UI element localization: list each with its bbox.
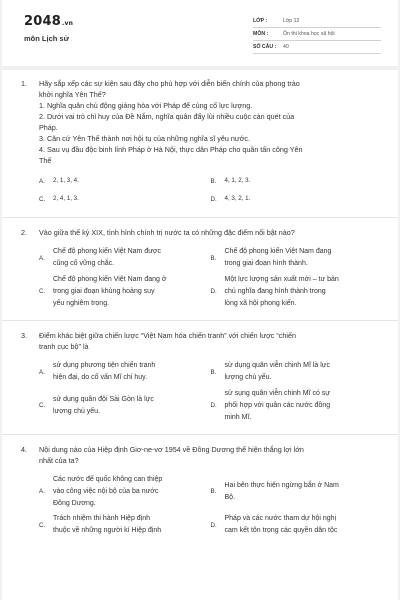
option-text-line: sử sụng quân viễn chinh Mĩ có sự [224, 389, 330, 397]
option-letter: D. [210, 521, 217, 529]
option-letter: D. [210, 195, 217, 203]
exam-sheet [2, 0, 398, 600]
exam-header [2, 0, 398, 64]
question-number: 1. [21, 79, 27, 88]
option-text-line: minh Mĩ. [224, 413, 252, 421]
option-text [53, 193, 79, 205]
question-text-line: 1. Nghĩa quân chủ động giảng hòa với Pháp để củng cố lực lượng. [39, 101, 253, 110]
meta-key: SỐ CÂU : [253, 44, 277, 50]
question-separator [2, 434, 398, 435]
option-text [53, 175, 79, 187]
question-1 [2, 78, 398, 208]
meta-row-subject [253, 28, 381, 41]
exam-meta-table [253, 15, 381, 54]
question-2 [2, 227, 398, 311]
option-letter: B. [210, 368, 217, 376]
answer-option-b[interactable] [211, 172, 383, 190]
answer-options [21, 358, 382, 425]
option-letter: A. [39, 254, 45, 262]
question-text-line: tranh cục bộ” là [39, 342, 89, 351]
option-text [225, 274, 339, 310]
option-text-line: Hai bên thực hiện ngừng bắn ở Nam [224, 481, 339, 489]
option-text-line: cam kết tôn trọng các quyền dân tộc [224, 527, 338, 534]
answer-option-b[interactable] [211, 358, 383, 386]
option-letter: C. [39, 521, 46, 529]
question-separator [2, 320, 398, 321]
option-text-line: Các nước đế quốc không can thiệp [53, 475, 163, 483]
option-text [53, 513, 161, 537]
option-text [225, 360, 331, 384]
option-text-line: Một lực lượng sản xuất mới – tư bản [224, 275, 339, 283]
option-text-line: Pháp và các nước tham dự hội nghị [224, 515, 337, 522]
option-text [225, 246, 332, 270]
question-stem [21, 227, 382, 238]
option-text [53, 360, 155, 384]
question-number: 4. [21, 445, 27, 454]
option-text-line: trong giai đoạn khủng hoảng suy [53, 287, 155, 295]
option-letter: A. [39, 177, 45, 185]
question-stem [21, 330, 382, 352]
question-text-line: 2. Dưới vai trò chỉ huy của Đề Nắm, nghĩa quân đẩy lùi nhiều cuộc càn quét của [39, 112, 295, 121]
question-text-line: nhất của ta? [39, 456, 79, 465]
question-list [2, 78, 398, 539]
option-text-line: trong giai đoạn hình thành. [224, 260, 308, 267]
option-letter: B. [210, 177, 217, 185]
answer-option-a[interactable] [39, 358, 211, 386]
question-text-line: 3. Căn cứ Yên Thế thành nơi hội tụ của những nghĩa sĩ yêu nước. [39, 134, 251, 143]
option-text [225, 388, 331, 424]
site-logo[interactable]: 2048.vn [24, 14, 74, 29]
question-3 [2, 330, 398, 425]
option-text [225, 175, 251, 187]
option-letter: D. [210, 402, 217, 409]
question-4 [2, 444, 398, 539]
subject-title: môn Lịch sử [24, 34, 70, 43]
question-number: 2. [21, 228, 27, 237]
option-text-line: Chế độ phong kiến Việt Nam đang ở [53, 275, 167, 283]
answer-option-d[interactable] [211, 511, 383, 539]
option-letter: A. [39, 368, 45, 376]
answer-options-grid [39, 244, 382, 311]
option-text [53, 274, 166, 310]
answer-option-c[interactable] [39, 190, 211, 208]
answer-options-grid [39, 172, 382, 208]
option-text-line: sử dụng quân viễn chinh Mĩ là lực [224, 362, 330, 369]
header-divider [2, 66, 398, 70]
option-text-line: lòng xã hội phong kiến. [224, 299, 297, 307]
question-text-line: khởi nghĩa Yên Thế? [39, 90, 106, 99]
question-text [39, 78, 382, 166]
option-text-line: 4, 1, 2, 3. [224, 177, 251, 184]
option-text-line: vào công việc nội bộ của ba nước [53, 487, 159, 495]
answer-options-grid [39, 358, 382, 425]
answer-option-d[interactable] [211, 386, 383, 425]
option-text [53, 474, 162, 510]
option-letter: C. [39, 402, 46, 409]
option-text-line: lượng chủ yếu. [224, 374, 272, 381]
question-text-line: 4. Sau vụ đầu độc binh lính Pháp ở Hà Nội, thực dân Pháp cho quân tấn công Yên [39, 145, 303, 154]
meta-value: 40 [283, 44, 289, 50]
option-letter: D. [210, 288, 217, 295]
option-text [225, 513, 338, 537]
meta-key: LỚP : [253, 18, 268, 24]
option-text-line: Chế độ phong kiến Việt Nam đang [224, 248, 332, 255]
answer-option-d[interactable] [211, 190, 383, 208]
question-stem [21, 78, 382, 166]
answer-option-a[interactable] [39, 472, 211, 511]
question-separator [2, 217, 398, 218]
answer-options [21, 244, 382, 311]
option-text-line: Chế độ phong kiến Việt Nam được [53, 248, 161, 255]
option-text-line: sử dụng phương tiện chiến tranh [53, 362, 156, 369]
option-text-line: Đông Dương. [53, 499, 96, 507]
option-text-line: 2, 4, 1, 3. [53, 195, 79, 202]
question-text-line: Thế [39, 156, 52, 165]
meta-value: Ôn thi khoa học xã hội [283, 31, 335, 37]
option-text [53, 394, 154, 418]
answer-option-c[interactable] [39, 511, 211, 539]
answer-option-a[interactable] [39, 172, 211, 190]
option-letter: B. [210, 254, 217, 262]
option-text-line: cũng cố vững chắc. [53, 260, 115, 267]
question-text [39, 444, 382, 466]
option-text-line: Bộ. [224, 493, 236, 501]
option-text-line: thuộc về những người kí Hiệp định [53, 527, 162, 534]
answer-option-b[interactable] [211, 244, 383, 272]
answer-option-c[interactable] [39, 272, 211, 311]
meta-row-class [253, 15, 381, 28]
option-text-line: yếu nghiêm trọng. [53, 299, 110, 307]
meta-value: Lớp 12 [283, 18, 300, 24]
question-text-line: Hãy sắp xếp các sự kiện sau đây cho phù hợp với diễn biến chính của phong trào [39, 79, 300, 88]
option-text-line: phối hợp với quân các nước đồng [224, 401, 331, 409]
meta-row-count [253, 41, 381, 54]
option-text-line: 2, 1, 3, 4. [53, 177, 79, 184]
option-text-line: 4, 3, 2, 1. [224, 195, 251, 202]
answer-option-a[interactable] [39, 244, 211, 272]
question-text [39, 330, 382, 352]
answer-options-grid [39, 472, 382, 539]
option-text [53, 246, 161, 270]
option-letter: C. [39, 195, 46, 203]
option-text [225, 480, 339, 504]
option-text-line: chủ nghĩa đang hình thành trong [224, 287, 326, 295]
question-text-line: Nội dung nào của Hiệp định Giơ-ne-vơ 1954 về Đông Dương thể hiện thắng lợi lớn [39, 445, 304, 454]
option-text-line: hiện đại, do cố vấn Mĩ chỉ huy. [53, 374, 148, 381]
question-text-line: Vào giữa thế kỷ XIX, tình hình chính trị nước ta có những đặc điểm nổi bật nào? [39, 228, 295, 237]
question-stem [21, 444, 382, 466]
option-text-line: sử dụng quân đội Sài Gòn là lực [53, 395, 154, 403]
option-text-line: Trách nhiệm thi hành Hiệp định [53, 515, 151, 522]
question-text [39, 227, 382, 238]
answer-option-b[interactable] [211, 472, 383, 511]
option-text-line: lượng chủ yếu. [53, 407, 101, 415]
answer-options [21, 172, 382, 208]
answer-option-d[interactable] [211, 272, 383, 311]
question-text-line: Điểm khác biệt giữa chiến lược “Việt Nam hóa chiến tranh” với chiến lược “chiến [39, 331, 296, 340]
question-text-line: Pháp. [39, 123, 58, 132]
answer-options [21, 472, 382, 539]
answer-option-c[interactable] [39, 386, 211, 425]
option-letter: B. [210, 488, 217, 495]
meta-key: MÔN : [253, 31, 269, 37]
option-letter: A. [39, 488, 45, 495]
option-letter: C. [39, 288, 46, 295]
option-text [225, 193, 251, 205]
question-number: 3. [21, 331, 27, 340]
